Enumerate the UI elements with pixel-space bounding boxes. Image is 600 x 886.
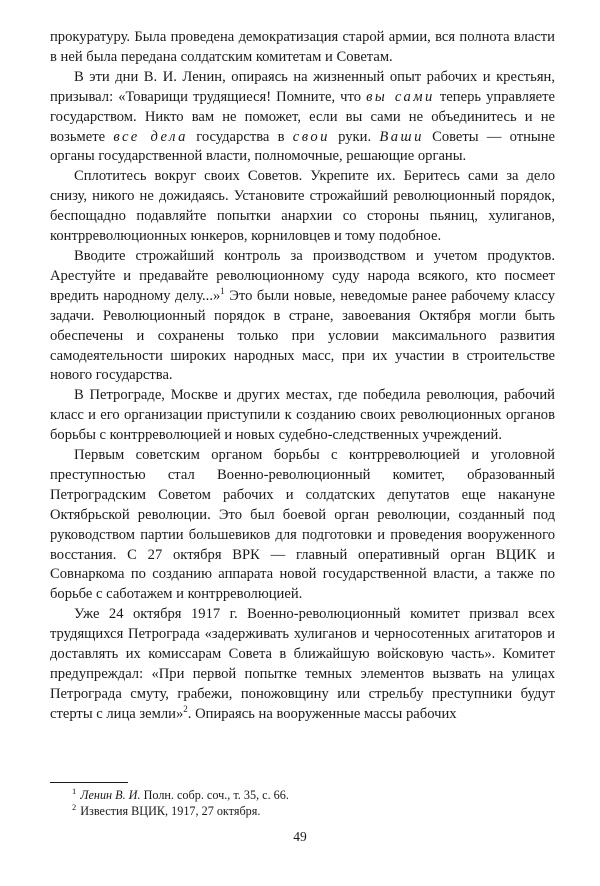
text-run: Это были новые, неведомые ранее рабочему классу задачи. Революционный порядок в стране, завоевания Октября могли быть обеспечены и сохранены только при условии максимального развития самодеятельности широких народных масс, при их участии в строительстве нового государства. xyxy=(50,287,555,384)
emphasis-vashi: Ваши xyxy=(379,128,424,145)
footnote-number: 1 xyxy=(72,785,77,796)
text-run: государства в xyxy=(187,128,293,145)
footnote-item xyxy=(72,803,552,819)
text-run: теперь управляете государством. Никто вам не поможет, если вы сами не объединитесь и не возьмете xyxy=(50,88,555,145)
emphasis-svoi: свои xyxy=(292,128,330,145)
footnote-ref[interactable]: 1 xyxy=(220,285,225,296)
paragraph-lenin-quote xyxy=(50,68,555,168)
footnote-item xyxy=(72,787,552,803)
text-run: Вводите строжайший контроль за производством и учетом продуктов. Арестуйте и предавайте революционному суду народа всякого, кто посмеет вредить народному делу...» xyxy=(50,247,555,304)
footnote-text: Полн. собр. соч., т. 35, с. 66. xyxy=(140,788,289,802)
emphasis-vy-sami: вы сами xyxy=(366,88,435,105)
paragraph-splotites: Сплотитесь вокруг своих Советов. Укрепите их. Беритесь сами за дело снизу, никого не дожидаясь. Установите строжайший революционный порядок, беспощадно подавляйте попытки анархии со стороны пьяниц, хулиганов, контрреволюционных юнкеров, корниловцев и тому подобное. xyxy=(50,168,555,245)
page-body xyxy=(50,28,555,725)
paragraph-october-24 xyxy=(50,605,555,724)
paragraph-control xyxy=(50,247,555,386)
paragraph-petrograd: В Петрограде, Москве и других местах, где победила революция, рабочий класс и его организации приступили к созданию своих революционных органов борьбы с контрреволюцией и новых судебно-следственных учреждений. xyxy=(50,387,555,444)
footnotes xyxy=(72,787,552,819)
text-run: В эти дни В. И. Ленин, опираясь на жизненный опыт рабочих и крестьян, призывал: «Товарищи трудящиеся! Помните, что xyxy=(50,68,555,105)
text-run: . Опираясь на вооруженные массы рабочих xyxy=(187,705,457,722)
paragraph-vrk: Первым советским органом борьбы с контрреволюцией и уголовной преступностью стал Военно-революционный комитет, образованный Петроградским Советом рабочих и солдатских депутатов еще накануне Октябрьской революции. Это был боевой орган революции, созданный под руководством партии большевиков для подготовки и проведения вооруженного восстания. С 27 октября ВРК — главный оперативный орган ВЦИК и Совнаркома по созданию аппарата новой государственной власти, а также по борьбе с саботажем и контрреволюцией. xyxy=(50,447,555,603)
paragraph-continuation: прокуратуру. Была проведена демократизация старой армии, вся полнота власти в ней была передана солдатским комитетам и Советам. xyxy=(50,29,555,65)
text-run: Уже 24 октября 1917 г. Военно-революционный комитет призвал всех трудящихся Петрограда «задерживать хулиганов и черносотенных агитаторов и доставлять их комиссарам Совета в ближайшую войсковую часть». Комитет предупреждал: «При первой попытке темных элементов вызвать на улицах Петрограда смуту, грабежи, поножовщину или стрельбу преступники будут стерты с лица земли» xyxy=(50,606,555,722)
footnote-author: Ленин В. И. xyxy=(80,788,141,802)
text-run: руки. xyxy=(329,128,380,145)
page-number: 49 xyxy=(293,829,307,844)
footnote-divider xyxy=(50,782,128,783)
footnote-text: Известия ВЦИК, 1917, 27 октября. xyxy=(80,804,261,818)
footnote-ref[interactable]: 2 xyxy=(183,703,188,714)
footnote-number: 2 xyxy=(72,801,77,812)
emphasis-vse-dela: все дела xyxy=(113,128,188,145)
text-run: Советы — отныне органы государственной власти, полномочные, решающие органы. xyxy=(50,128,556,165)
